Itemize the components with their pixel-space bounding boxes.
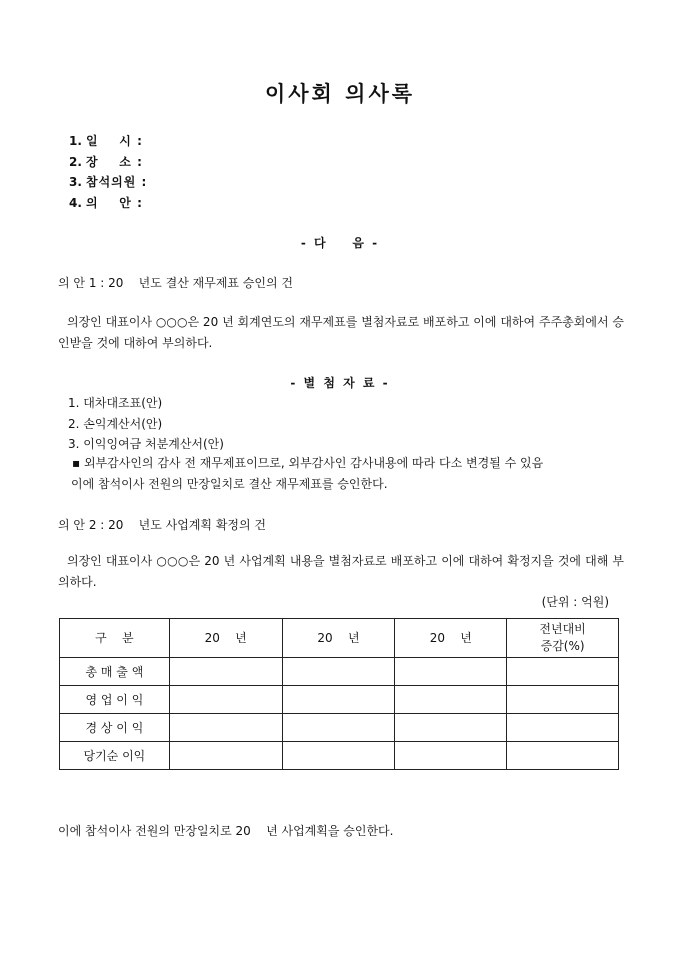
table-row: [60, 658, 619, 686]
unit-label: (단위 : 억원): [541, 595, 609, 609]
table-row: [60, 742, 619, 770]
table-cell: [282, 658, 395, 686]
table-cell: [169, 658, 282, 686]
row-label: [60, 742, 170, 770]
header-category: [60, 619, 170, 658]
meeting-info-label: 참석의원 :: [86, 175, 148, 189]
table-row: [60, 686, 619, 714]
agenda2-resolution: 이에 참석이사 전원의 만장일치로 20 년 사업계획을 승인한다.: [58, 824, 394, 838]
table-row: [60, 714, 619, 742]
header-year-2: [282, 619, 395, 658]
header-yoy-line1: 전년대비: [539, 622, 586, 636]
table-cell: [395, 658, 507, 686]
meeting-info-number: 4.: [69, 195, 82, 210]
row-label: [60, 686, 170, 714]
business-plan-table: [59, 618, 619, 770]
row-label-text: 당기순 이익: [83, 749, 146, 763]
meeting-info-label: 일 시 :: [86, 134, 143, 148]
next-heading: - 다 음 -: [300, 236, 380, 250]
attachments-heading: - 별 첨 자 료 -: [290, 376, 390, 390]
meeting-info-label: 의 안 :: [86, 195, 143, 210]
row-label-text: 총 매 출 액: [85, 665, 144, 679]
meeting-info-number: 3.: [69, 175, 82, 189]
table-cell: [395, 686, 507, 714]
meeting-info-agenda: [69, 193, 148, 214]
table-cell: [282, 714, 395, 742]
row-label: [60, 658, 170, 686]
row-label-text: 영 업 이 익: [85, 693, 144, 707]
header-year-3: [395, 619, 507, 658]
meeting-info-number: 1.: [69, 134, 82, 148]
agenda2-title: 의 안 2 : 20 년도 사업계획 확정의 건: [58, 518, 267, 532]
agenda1-body: 의장인 대표이사 ○○○은 20 년 회계연도의 재무제표를 별첨자료로 배포하고 이에 대하여 주주총회에서 승인받을 것에 대하여 부의하다.: [58, 315, 624, 350]
attachments-list: [68, 393, 224, 455]
table-cell: [507, 686, 619, 714]
attachment-note: ▪ 외부감사인의 감사 전 재무제표이므로, 외부감사인 감사내용에 따라 다소 변경될 수 있음: [72, 456, 544, 470]
table-header-row: [60, 619, 619, 658]
attachment-item: 1. 대차대조표(안): [68, 396, 163, 410]
document-title: 이사회 의사록: [264, 82, 416, 106]
row-label-text: 경 상 이 익: [85, 721, 144, 735]
table-cell: [507, 658, 619, 686]
header-year-label: 20 년: [317, 630, 360, 645]
table-cell: [169, 742, 282, 770]
table-cell: [507, 714, 619, 742]
agenda1-resolution: 이에 참석이사 전원의 만장일치로 결산 재무제표를 승인한다.: [71, 477, 388, 491]
attachment-item: 2. 손익계산서(안): [68, 416, 163, 431]
table-cell: [507, 742, 619, 770]
table-cell: [169, 714, 282, 742]
header-year-1: [169, 619, 282, 658]
header-yoy-line2: 증감(%): [540, 639, 585, 653]
meeting-info-place: [69, 152, 148, 173]
header-year-label: 20 년: [204, 630, 247, 645]
meeting-info-attendees: [69, 172, 148, 193]
table-cell: [395, 742, 507, 770]
table-cell: [169, 686, 282, 714]
agenda1-title: 의 안 1 : 20 년도 결산 재무제표 승인의 건: [58, 276, 294, 290]
meeting-info-number: 2.: [69, 154, 82, 169]
meeting-info-label: 장 소 :: [86, 154, 143, 169]
agenda2-body: 의장인 대표이사 ○○○은 20 년 사업계획 내용을 별첨자료로 배포하고 이에 대하여 확정지을 것에 대해 부의하다.: [58, 554, 624, 589]
header-category-label: 구 분: [95, 630, 134, 645]
table-cell: [282, 686, 395, 714]
header-yoy-change: [507, 619, 619, 658]
meeting-info-date: [69, 131, 148, 152]
meeting-info-list: [69, 131, 148, 213]
row-label: [60, 714, 170, 742]
attachment-item: 3. 이익잉여금 처분계산서(안): [68, 437, 224, 451]
header-year-label: 20 년: [429, 630, 472, 645]
table-cell: [282, 742, 395, 770]
table-cell: [395, 714, 507, 742]
